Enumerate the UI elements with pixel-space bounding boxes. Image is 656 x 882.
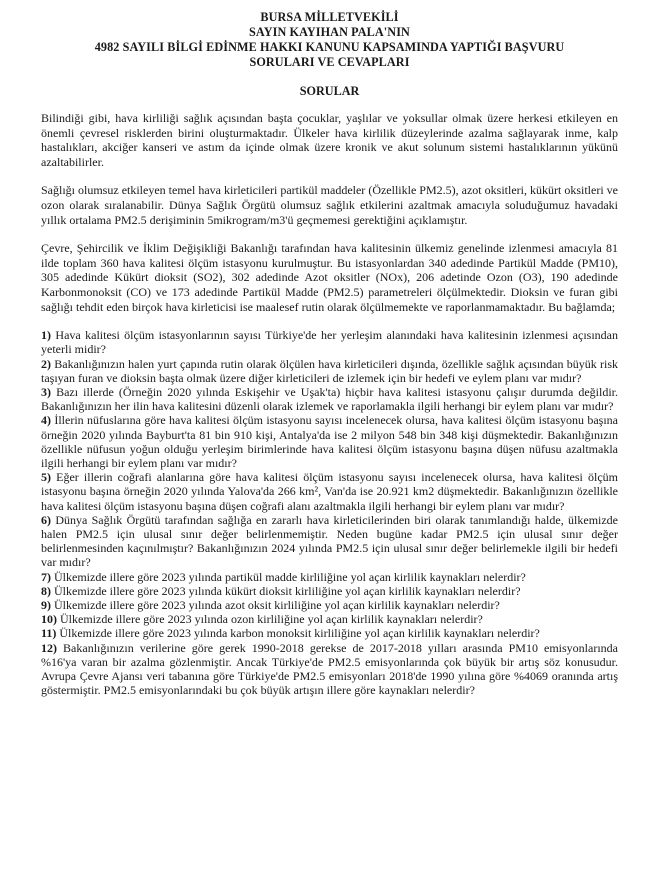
- question-text: Hava kalitesi ölçüm istasyonlarının sayısı Türkiye'de her yerleşim alanındaki hava kalitesinin izlenmesi açısından yeterli midir?: [41, 328, 618, 357]
- question-item: [41, 598, 618, 612]
- question-number: 1): [41, 328, 51, 343]
- question-item: [41, 357, 618, 385]
- question-number: 11): [41, 626, 57, 641]
- header-line-3: 4982 SAYILI BİLGİ EDİNME HAKKI KANUNU KAPSAMINDA YAPTIĞI BAŞVURU: [94, 40, 565, 54]
- header-line-2: SAYIN KAYIHAN PALA'NIN: [249, 25, 410, 39]
- question-item: [41, 641, 618, 698]
- intro-paragraph-3: Çevre, Şehircilik ve İklim Değişikliği Bakanlığı tarafından hava kalitesinin ülkemiz genelinde izlenmesi amacıyla 81 ilde toplam 360 hava kalitesi ölçüm istasyonu kurulmuştur. Bu istasyonlardan 340 adedinde Partikül Madde (PM10), 305 adedinde Kükürt dioksit (SO2), 302 adedinde Azot oksitler (NOx), 206 adetinde Ozon (O3), 190 adedinde Karbonmonoksit (CO) ve 173 adedinde Partikül Madde (PM2.5) parametreleri ölçülmektedir. Dioksin ve furan gibi sağlığı tehdit eden birçok hava kirleticisi ise maalesef rutin olarak ölçülmemekte ve raporlanmamaktadır. Bu bağlamda;: [41, 241, 618, 314]
- question-number: 12): [41, 640, 57, 655]
- question-number: 5): [41, 470, 51, 485]
- question-text: Ülkemizde illere göre 2023 yılında partikül madde kirliliğine yol açan kirlilik kaynakları nelerdir?: [54, 569, 526, 584]
- question-number: 8): [41, 583, 51, 598]
- question-item: [41, 626, 618, 640]
- question-item: [41, 612, 618, 626]
- question-number: 7): [41, 569, 51, 584]
- header-line-4: SORULARI VE CEVAPLARI: [249, 55, 410, 69]
- question-text: Bazı illerde (Örneğin 2020 yılında Eskişehir ve Uşak'ta) hiçbir hava kalitesi istasyonu çalışır durumda değildir. Bakanlığınızın her ilin hava kalitesini düzenli olarak izlemek ve raporlamakla ilgili herhangi bir eylem planı var mıdır?: [41, 384, 619, 414]
- intro-paragraph-2: Sağlığı olumsuz etkileyen temel hava kirleticileri partikül maddeler (Özellikle PM2.5), azot oksitleri, kükürt oksitleri ve ozon olarak sıralanabilir. Dünya Sağlık Örgütü olumsuz sağlık etkilerini azaltmak amacıyla soluduğumuz havadaki yıllık ortalama PM2.5 derişiminin 5mikrogram/m3'ü geçmemesi gerektiğini açıklamıştır.: [41, 183, 618, 227]
- section-title: SORULAR: [299, 84, 360, 98]
- question-text: İllerin nüfuslarına göre hava kalitesi ölçüm istasyonu sayısı incelenecek olursa, hava kalitesi ölçüm istasyonu başına örneğin 2020 yılında Bayburt'ta 81 bin 910 kişi, Antalya'da ise 2 milyon 548 bin 348 kişi düşmektedir. Bakanlığınızın özellikle nüfusun yoğun olduğu yerleşim birimlerinde hava kalitesi ölçüm istasyonu başına düşen nüfusu azaltmakla ilgili herhangi bir eylem planı var mıdır?: [41, 413, 618, 470]
- question-item: [41, 385, 618, 413]
- header-line-1: BURSA MİLLETVEKİLİ: [260, 10, 399, 24]
- question-text: Eğer illerin coğrafi alanlarına göre hava kalitesi ölçüm istasyonu sayısı incelenecek olursa, hava kalitesi ölçüm istasyonu başına örneğin 2020 yılında Yalova'da 266 km², Van'da ise 20.921 km2 düşmektedir. Bakanlığınızın özellikle hava kalitesi ölçüm istasyonu başına düşen coğrafi alanı azaltmakla ilgili herhangi bir eylem planı var mıdır?: [41, 470, 618, 513]
- question-text: Ülkemizde illere göre 2023 yılında karbon monoksit kirliliğine yol açan kirlilik kaynakları nelerdir?: [59, 626, 540, 641]
- question-number: 10): [41, 612, 57, 627]
- question-number: 3): [41, 384, 51, 399]
- question-item: [41, 570, 618, 584]
- intro-paragraph-1: Bilindiği gibi, hava kirliliği sağlık açısından başta çocuklar, yaşlılar ve yoksullar olmak üzere herkesi etkileyen en önemli çevresel risklerden birini oluşturmaktadır. Ülkeler hava kirlilik düzeylerinde azalma sağlayarak inme, kalp hastalıkları, akciğer kanseri ve astım da içinde olmak üzere kronik ve akut solunum sistemi hastalıklarının yükünü azaltabilirler.: [41, 111, 618, 169]
- question-number: 6): [41, 512, 51, 527]
- question-item: [41, 584, 618, 598]
- document-header: [41, 10, 618, 70]
- question-text: Ülkemizde illere göre 2023 yılında ozon kirliliğine yol açan kirlilik kaynakları nelerdir?: [60, 612, 483, 627]
- question-text: Bakanlığınızın halen yurt çapında rutin olarak ölçülen hava kirleticileri dışında, özellikle sağlık açısından büyük risk taşıyan furan ve dioksin başta olmak üzere diğer kirleticileri de izlemek için bir hedefi ve eylem planı var mıdır?: [41, 356, 619, 385]
- question-item: [41, 328, 618, 356]
- questions-list: [41, 328, 618, 697]
- question-text: Ülkemizde illere göre 2023 yılında azot oksit kirliliğine yol açan kirlilik kaynakları nelerdir?: [54, 597, 500, 612]
- question-text: Bakanlığınızın verilerine göre gerek 1990-2018 gerekse de 2017-2018 yılları arasında PM10 emisyonlarında %16'ya varan bir azalma gözlenmiştir. Ancak Türkiye'de PM2.5 emisyonlarında çok büyük bir artış söz konusudur. Avrupa Çevre Ajansı veri tabanına göre Türkiye'de PM2.5 emisyonları 2018'de 1990 yılına göre %4069 oranında artış göstermiştir. PM2.5 emisyonlarındaki bu çok büyük artışın illere göre kaynakları nelerdir?: [41, 640, 618, 698]
- question-number: 4): [41, 413, 51, 428]
- question-number: 2): [41, 356, 51, 371]
- question-item: [41, 413, 618, 470]
- question-text: Dünya Sağlık Örgütü tarafından sağlığa en zararlı hava kirleticilerinden biri olarak tanımlandığı halde, ülkemizde halen PM2.5 için ulusal sınır değer belirlenmemiştir. Neden bugüne kadar PM2.5 için ulusal sınır değer belirlenmesinden kaçınılmıştır? Bakanlığınızın 2024 yılında PM2.5 için ulusal sınır değer belirlemekle ilgili bir hedefi var mıdır?: [41, 512, 619, 570]
- question-item: [41, 470, 618, 513]
- question-text: Ülkemizde illere göre 2023 yılında kükürt dioksit kirliliğine yol açan kirlilik kaynakları nelerdir?: [54, 583, 521, 598]
- question-number: 9): [41, 597, 51, 612]
- question-item: [41, 513, 618, 570]
